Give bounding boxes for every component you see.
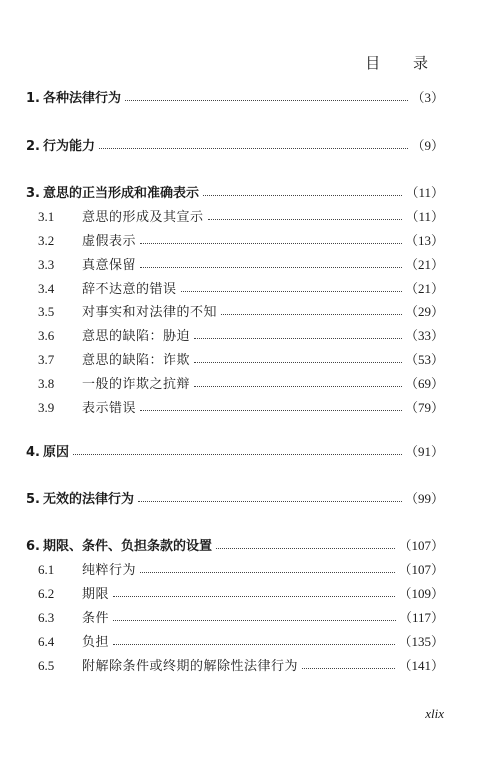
dot-leader (125, 99, 408, 101)
dot-leader (99, 147, 408, 149)
entry-title: 条件 (82, 611, 110, 626)
entry-number: 5. (26, 492, 40, 507)
entry-title: 一般的诈欺之抗辩 (82, 377, 191, 392)
dot-leader (208, 218, 403, 220)
entry-number: 3.3 (38, 257, 55, 272)
entry-number: 6.3 (38, 610, 55, 625)
entry-title: 负担 (82, 635, 110, 650)
entry-title: 无效的法律行为 (42, 492, 134, 507)
toc-entry[interactable] (26, 253, 444, 273)
entry-number: 4. (26, 445, 40, 460)
entry-number: 3.1 (38, 209, 55, 224)
toc-entry[interactable] (26, 86, 444, 106)
entry-number: 3. (26, 186, 40, 201)
dot-leader (113, 595, 395, 597)
toc-entry[interactable] (26, 372, 444, 392)
entry-title: 辞不达意的错误 (82, 282, 177, 297)
entry-page: （21） (404, 281, 444, 296)
entry-title: 表示错误 (82, 401, 137, 416)
entry-number: 3.5 (38, 304, 55, 319)
entry-number: 6.2 (38, 586, 55, 601)
entry-title: 意思的正当形成和准确表示 (42, 186, 199, 201)
toc-entry[interactable] (26, 606, 444, 626)
entry-page: （91） (404, 444, 444, 459)
dot-leader (140, 571, 395, 573)
entry-page: （21） (404, 257, 444, 272)
dot-leader (140, 266, 402, 268)
entry-title: 虚假表示 (82, 234, 137, 249)
entry-number: 1. (26, 91, 40, 106)
entry-page: （11） (405, 209, 444, 224)
dot-leader (113, 619, 396, 621)
page-number: xlix (425, 706, 444, 721)
entry-page: （107） (398, 538, 444, 553)
entry-page: （109） (398, 586, 444, 601)
dot-leader (194, 337, 402, 339)
toc-entry[interactable] (26, 440, 444, 460)
entry-title: 各种法律行为 (42, 91, 121, 106)
entry-page: （33） (404, 328, 444, 343)
entry-page: （11） (405, 185, 444, 200)
dot-leader (302, 667, 395, 669)
entry-page: （3） (411, 90, 444, 105)
entry-title: 附解除条件或终期的解除性法律行为 (82, 659, 299, 674)
entry-page: （53） (404, 352, 444, 367)
entry-number: 3.9 (38, 400, 55, 415)
dot-leader (194, 361, 402, 363)
dot-leader (221, 313, 402, 315)
entry-title: 纯粹行为 (82, 563, 137, 578)
toc-entry[interactable] (26, 582, 444, 602)
entry-page: （99） (404, 491, 444, 506)
entry-number: 3.4 (38, 281, 55, 296)
dot-leader (113, 643, 395, 645)
entry-number: 2. (26, 139, 40, 154)
entry-page: （141） (398, 658, 444, 673)
entry-number: 3.2 (38, 233, 55, 248)
dot-leader (73, 453, 402, 455)
toc-entry[interactable] (26, 277, 444, 297)
entry-page: （79） (404, 400, 444, 415)
entry-title: 意思的缺陷：诈欺 (82, 353, 191, 368)
toc-heading: 目 录 (365, 54, 442, 72)
entry-page: （69） (404, 376, 444, 391)
dot-leader (140, 242, 402, 244)
toc-entry[interactable] (26, 348, 444, 368)
toc-entry[interactable] (26, 487, 444, 507)
entry-title: 真意保留 (82, 258, 137, 273)
dot-leader (181, 290, 402, 292)
toc-entry[interactable] (26, 654, 444, 674)
toc-entry[interactable] (26, 534, 444, 554)
entry-number: 6.5 (38, 658, 55, 673)
entry-page: （13） (404, 233, 444, 248)
entry-title: 期限 (82, 587, 110, 602)
entry-page: （117） (398, 610, 444, 625)
dot-leader (216, 547, 395, 549)
entry-title: 行为能力 (42, 139, 95, 154)
entry-title: 意思的形成及其宣示 (82, 210, 204, 225)
dot-leader (203, 194, 402, 196)
entry-title: 对事实和对法律的不知 (82, 305, 218, 320)
entry-number: 6.4 (38, 634, 55, 649)
entry-number: 6. (26, 539, 40, 554)
toc-entry[interactable] (26, 134, 444, 154)
entry-page: （9） (411, 138, 444, 153)
entry-number: 3.7 (38, 352, 55, 367)
dot-leader (138, 500, 402, 502)
dot-leader (194, 385, 402, 387)
toc-entry[interactable] (26, 396, 444, 416)
entry-title: 意思的缺陷：胁迫 (82, 329, 191, 344)
toc-entry[interactable] (26, 558, 444, 578)
toc-entry[interactable] (26, 300, 444, 320)
entry-page: （135） (398, 634, 444, 649)
entry-page: （107） (398, 562, 444, 577)
entry-number: 3.6 (38, 328, 55, 343)
entry-page: （29） (404, 304, 444, 319)
toc-entry[interactable] (26, 324, 444, 344)
toc-entry[interactable] (26, 205, 444, 225)
toc-entry[interactable] (26, 181, 444, 201)
dot-leader (140, 409, 402, 411)
entry-number: 3.8 (38, 376, 55, 391)
toc-entry[interactable] (26, 630, 444, 650)
toc-entry[interactable] (26, 229, 444, 249)
entry-title: 期限、条件、负担条款的设置 (42, 539, 212, 554)
entry-title: 原因 (42, 445, 69, 460)
entry-number: 6.1 (38, 562, 55, 577)
